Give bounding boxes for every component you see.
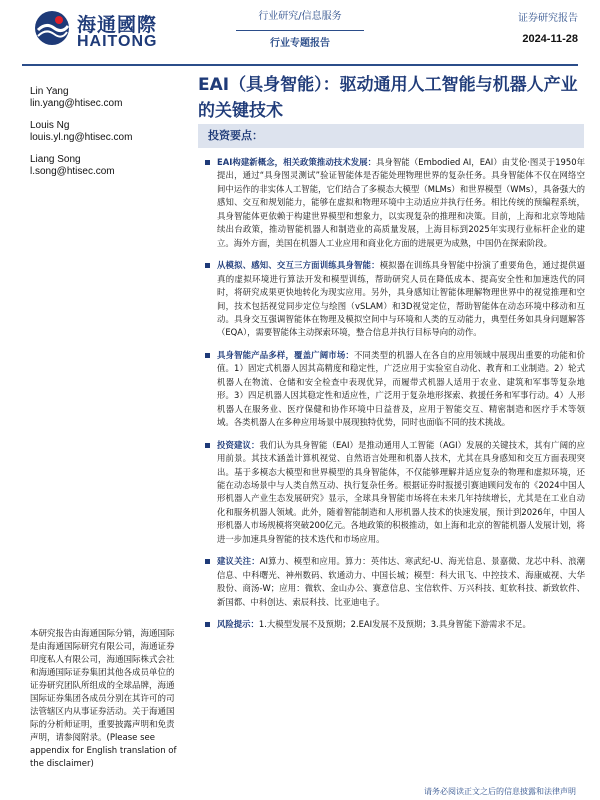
logo-chinese-name: 海通國際 bbox=[77, 14, 158, 36]
distribution-disclaimer: 本研究报告由海通国际分销，海通国际是由海通国际研究有限公司，海通证券印度私人有限公司，海通国际株式会社和海通国际证券集团其他各成员单位的证券研究团队所组成的全球品牌，海通国际证券集团各成员分别在其许可的司法管辖区内从事证券活动。关于海通国际的分析师证明，重要披露声明和免责声明，请参阅附录。(Please see appendix for English translation of the disclaimer) bbox=[30, 629, 177, 769]
author-email[interactable]: l.song@htisec.com bbox=[30, 166, 115, 177]
bullet-square-icon bbox=[205, 353, 210, 358]
key-point-heading: 风险提示： bbox=[217, 619, 259, 630]
key-point-item bbox=[203, 439, 585, 547]
key-point-text: AI算力、模型和应用。算力：英伟达、寒武纪-U、海光信息、景嘉微、龙芯中科、浪潮信息、中科曙光、神州数码、软通动力、中国长城；模型：科大讯飞、中控技术、海康威视、大华股份、商汤-W；应用：微软、金山办公、赛意信息、宝信软件、万兴科技、虹软科技、新致软件、新国都、中科创达、索辰科技、比亚迪电子。 bbox=[217, 556, 585, 607]
haitong-logo bbox=[34, 8, 194, 54]
author-name: Lin Yang bbox=[30, 86, 69, 97]
key-point-heading: 投资建议： bbox=[217, 439, 260, 450]
report-category-block bbox=[236, 8, 364, 53]
header-divider bbox=[22, 64, 578, 66]
bullet-square-icon bbox=[205, 559, 210, 564]
haitong-logo-icon bbox=[34, 10, 70, 46]
author-list bbox=[30, 86, 190, 188]
report-title: EAI（具身智能）：驱动通用人工智能与机器人产业的关键技术 bbox=[198, 75, 578, 121]
author-item bbox=[30, 120, 190, 144]
key-point-text: 1.大模型发展不及预期；2.EAI发展不及预期；3.具身智能下游需求不足。 bbox=[258, 619, 531, 630]
report-meta bbox=[518, 10, 578, 50]
author-name: Liang Song bbox=[30, 154, 81, 165]
key-point-heading: 建议关注： bbox=[217, 556, 260, 567]
category-divider bbox=[236, 30, 364, 31]
key-points-list bbox=[203, 156, 585, 641]
key-points-header bbox=[198, 124, 584, 148]
report-date: 2024-11-28 bbox=[522, 33, 578, 45]
author-name: Louis Ng bbox=[30, 120, 70, 131]
key-point-item bbox=[203, 259, 585, 340]
author-email[interactable]: lin.yang@htisec.com bbox=[30, 98, 123, 109]
key-point-text: 我们认为具身智能（EAI）是推动通用人工智能（AGI）发展的关键技术，其有广阔的应用前景。其技术涵盖计算机视觉、自然语言处理和机器人技术，尤其在具身感知和交互方面表现突出。基于多模态大模型和世界模型的具身智能体，不仅能够理解并适应复杂的物理和虚拟环境，还能在动态场景中与人类自然互动、执行复杂任务。根据证券时报援引赛迪顾问发布的《2024中国人形机器人产业生态发展研究》显示，全球具身智能市场将在未来几年持续增长，尤其是在工业自动化和服务机器人领域。此外，随着智能制造和人形机器人技术的快速发展，预计到2026年，中国人形机器人市场规模将突破200亿元。各地政策的积极推动，如上海和北京的智能机器人发展计划，将进一步加速具身智能的技术迭代和市场应用。 bbox=[217, 439, 586, 544]
bullet-square-icon bbox=[205, 443, 210, 448]
report-category: 行业研究/信息服务 bbox=[258, 11, 342, 22]
key-point-heading: 具身智能产品多样，覆盖广阔市场： bbox=[217, 349, 354, 360]
logo-english-name: HAITONG bbox=[77, 33, 158, 50]
key-points-label: 投资要点： bbox=[208, 129, 263, 142]
author-item bbox=[30, 154, 190, 178]
key-point-item bbox=[203, 349, 585, 430]
key-point-text: 具身智能（Embodied AI，EAI）由艾伦·图灵于1950年提出，通过“具身图灵测试”验证智能体是否能处理物理世界的复杂任务。具身智能体不仅在网络空间中运作的非实体人工智能，它们结合了多模态大模型（MLMs）和世界模型（WMs），具备强大的感知、交互和规划能力，能够在虚拟和物理环境中主动适应并执行任务。相比传统的预编程系统，具身智能体更依赖于构建世界模型和想象力，以实现复杂的推理和决策。目前，上海和北京等地陆续出台政策，推动智能机器人和制造业的高质量发展，上海目标到2025年实现行业标杆企业的建立。海外方面，美国在机器人工业应用和商业化方面的进展更为成熟，中国仍在探索阶段。 bbox=[217, 157, 585, 248]
report-type: 行业专题报告 bbox=[270, 38, 330, 49]
key-point-item bbox=[203, 555, 585, 609]
report-series: 证券研究报告 bbox=[518, 13, 578, 24]
key-point-text: 不同类型的机器人在各自的应用领域中展现出重要的功能和价值。1）固定式机器人因其高精度和稳定性，广泛应用于实验室自动化、教育和工业制造。2）轮式机器人在物流、仓储和安全检查中表现优异，而履带式机器人适用于农业、建筑和军事等复杂地形。3）四足机器人因其稳定性和适应性，广泛用于复杂地形探索、救援任务和军事行动。4）人形机器人在服务业、医疗保健和协作环境中日益普及，应用于智能交互、精密制造和医疗手术等领域。各类机器人在多种应用场景中展现独特优势，同时也面临不同的技术挑战。 bbox=[217, 349, 585, 428]
key-point-text: 模拟器在训练具身智能中扮演了重要角色，通过提供逼真的虚拟环境进行算法开发和模型训练，帮助研究人员在降低成本、提高安全性和加速迭代的同时，将研究成果更快地转化为现实应用。另外，具身感知让智能体理解物理世界中的视觉推理和空间，技术包括视觉同步定位与绘图（vSLAM）和3D视觉定位，帮助智能体在动态环境中移动和互动。具身交互强调智能体在物理及模拟空间中与环境和人类的互动能力，典型任务如具身问题解答（EQA），需要智能体主动探索环境，整合信息并执行目标导向的动作。 bbox=[217, 260, 585, 338]
bullet-square-icon bbox=[205, 263, 210, 268]
key-point-item bbox=[203, 618, 585, 631]
key-point-item bbox=[203, 156, 585, 250]
bullet-square-icon bbox=[205, 160, 210, 165]
footer-notice: 请务必阅读正文之后的信息披露和法律声明 bbox=[424, 787, 576, 796]
author-item bbox=[30, 86, 190, 110]
key-point-heading: EAI构建新概念，相关政策推动技术发展： bbox=[217, 157, 377, 167]
bullet-square-icon bbox=[205, 622, 210, 627]
author-email[interactable]: louis.yl.ng@htisec.com bbox=[30, 132, 133, 143]
key-point-heading: 从模拟、感知、交互三方面训练具身智能： bbox=[217, 260, 380, 271]
